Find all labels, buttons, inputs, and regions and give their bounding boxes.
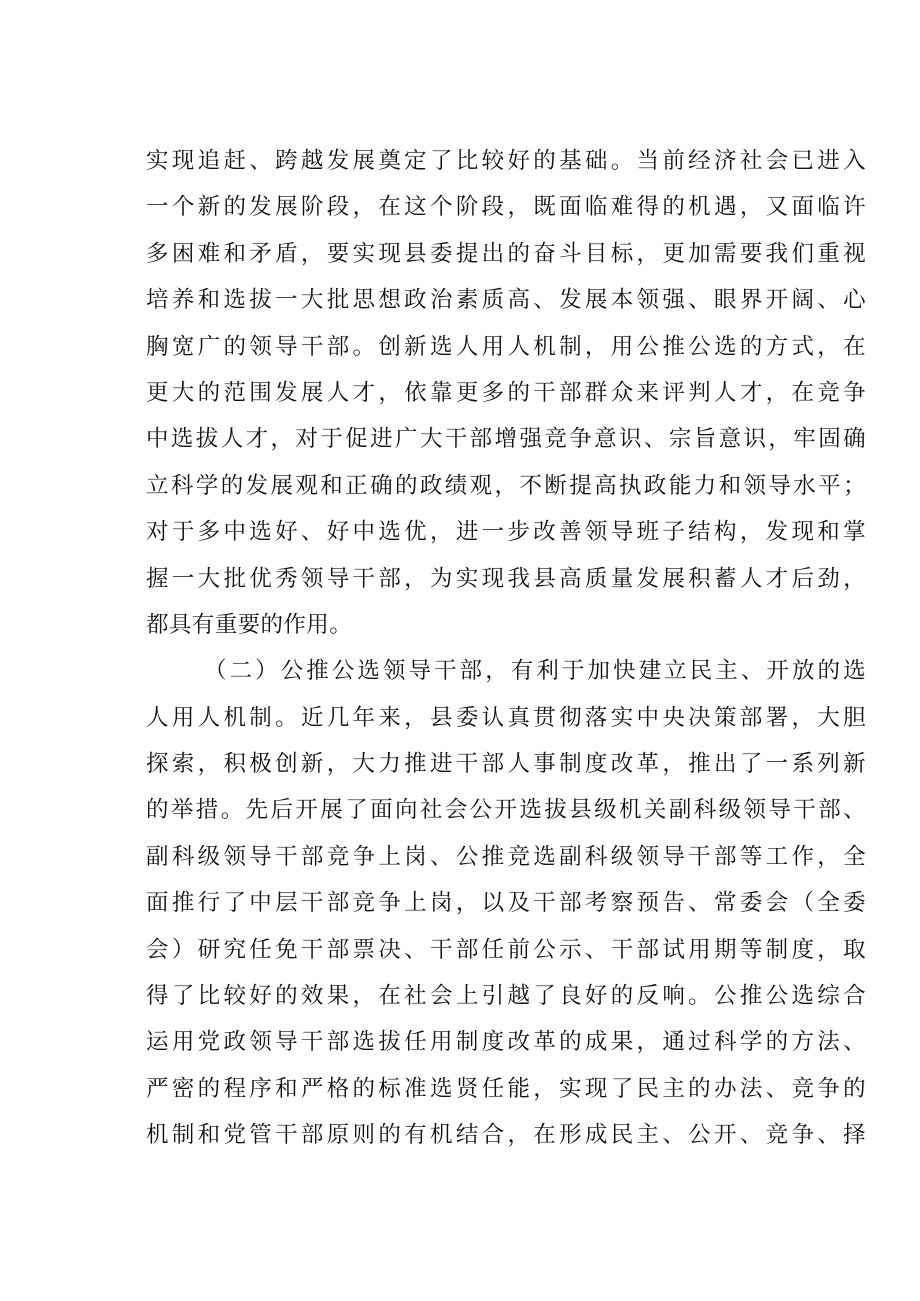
paragraph-1-line-3: 多困难和矛盾，要实现县委提出的奋斗目标，更加需要我们重视 — [146, 240, 866, 267]
paragraph-1-line-5: 胸宽广的领导干部。创新选人用人机制，用公推公选的方式，在 — [146, 333, 866, 360]
paragraph-2-line-2: 人用人机制。近几年来，县委认真贯彻落实中央决策部署，大胆 — [146, 704, 866, 731]
paragraph-1-line-8: 立科学的发展观和正确的政绩观，不断提高执政能力和领导水平； — [146, 472, 866, 499]
paragraph-1-line-7: 中选拔人才，对于促进广大干部增强竞争意识、宗旨意识，牢固确 — [146, 426, 866, 453]
paragraph-1-line-10: 握一大批优秀领导干部，为实现我县高质量发展积蓄人才后劲， — [146, 565, 866, 592]
paragraph-2-line-8: 得了比较好的效果，在社会上引越了良好的反响。公推公选综合 — [146, 983, 866, 1010]
paragraph-2-line-1: （二）公推公选领导干部，有利于加快建立民主、开放的选 — [204, 658, 866, 685]
paragraph-1-line-11: 都具有重要的作用。 — [146, 611, 353, 638]
paragraph-2-line-3: 探索，积极创新，大力推进干部人事制度改革，推出了一系列新 — [146, 751, 866, 778]
paragraph-2-line-4: 的举措。先后开展了面向社会公开选拔县级机关副科级领导干部、 — [146, 797, 866, 824]
paragraph-1-line-4: 培养和选拔一大批思想政治素质高、发展本领强、眼界开阔、心 — [146, 287, 866, 314]
paragraph-2-line-9: 运用党政领导干部选拔任用制度改革的成果，通过科学的方法、 — [146, 1029, 866, 1056]
paragraph-2-line-10: 严密的程序和严格的标准选贤任能，实现了民主的办法、竞争的 — [146, 1075, 866, 1102]
paragraph-2-line-5: 副科级领导干部竞争上岗、公推竞选副科级领导干部等工作，全 — [146, 843, 866, 870]
paragraph-2-line-11: 机制和党管干部原则的有机结合，在形成民主、公开、竞争、择 — [146, 1122, 866, 1149]
body-text — [146, 138, 866, 1159]
paragraph-1-line-9: 对于多中选好、好中选优，进一步改善领导班子结构，发现和掌 — [146, 519, 866, 546]
paragraph-2-line-7: 会）研究任免干部票决、干部任前公示、干部试用期等制度，取 — [146, 936, 866, 963]
paragraph-1-line-2: 一个新的发展阶段，在这个阶段，既面临难得的机遇，又面临许 — [146, 194, 866, 221]
paragraph-1-line-6: 更大的范围发展人才，依靠更多的干部群众来评判人才，在竞争 — [146, 379, 866, 406]
paragraph-1-line-1: 实现追赶、跨越发展奠定了比较好的基础。当前经济社会已进入 — [146, 148, 866, 174]
paragraph-2-line-6: 面推行了中层干部竞争上岗，以及干部考察预告、常委会（全委 — [146, 890, 866, 917]
